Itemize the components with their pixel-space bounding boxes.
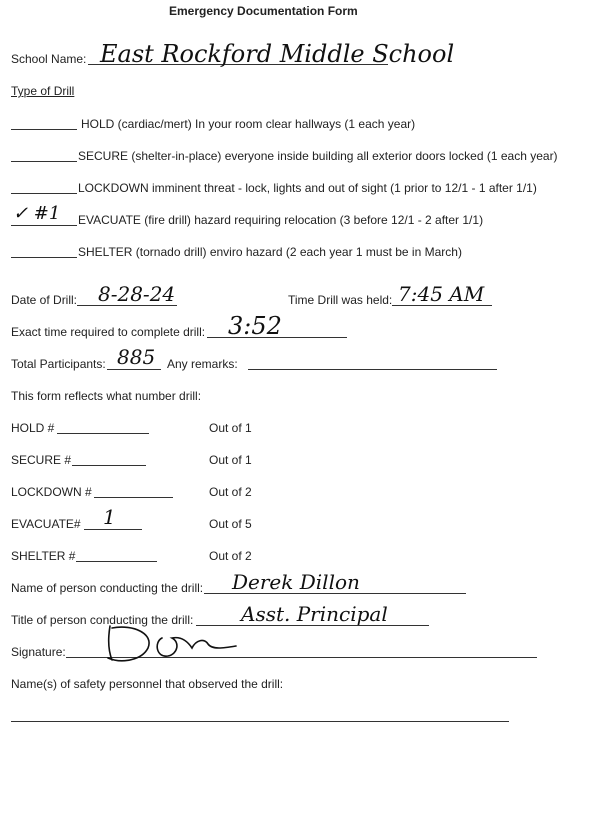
drill-hold-check-field[interactable]: [11, 117, 77, 130]
conductor-title-label: Title of person conducting the drill:: [11, 613, 194, 627]
shelter-out-of: Out of 2: [209, 549, 252, 563]
secure-count-label: SECURE #: [11, 453, 72, 467]
signature-value-text: [0, 0, 1, 1]
drill-hold-label: HOLD (cardiac/mert) In your room clear hallways (1 each year): [81, 117, 416, 131]
school-name-value: East Rockford Middle School: [100, 40, 455, 68]
date-of-drill-label: Date of Drill:: [11, 293, 78, 307]
shelter-count-label: SHELTER #: [11, 549, 76, 563]
remarks-field[interactable]: [248, 357, 497, 370]
shelter-count-field[interactable]: [76, 549, 157, 562]
participants-label: Total Participants:: [11, 357, 106, 371]
evacuate-count-value: 1: [103, 505, 116, 529]
drill-secure-check-field[interactable]: [11, 149, 77, 162]
participants-value: 885: [117, 345, 156, 369]
observers-label: Name(s) of safety personnel that observed the drill:: [11, 677, 284, 691]
drill-evacuate-check-mark: ✓ #1: [13, 203, 61, 224]
school-name-label: School Name:: [11, 52, 87, 66]
hold-out-of: Out of 1: [209, 421, 252, 435]
hold-count-field[interactable]: [57, 421, 149, 434]
date-of-drill-value: 8-28-24: [98, 282, 176, 306]
signature-label: Signature:: [11, 645, 66, 659]
type-of-drill-heading: Type of Drill: [11, 84, 75, 98]
lockdown-count-label: LOCKDOWN #: [11, 485, 92, 499]
exact-time-value: 3:52: [228, 312, 282, 340]
drill-evacuate-label: EVACUATE (fire drill) hazard requiring relocation (3 before 12/1 - 2 after 1/1): [78, 213, 484, 227]
lockdown-out-of: Out of 2: [209, 485, 252, 499]
secure-out-of: Out of 1: [209, 453, 252, 467]
time-held-label: Time Drill was held:: [288, 293, 393, 307]
drill-secure-label: SECURE (shelter-in-place) everyone inside building all exterior doors locked (1 each year): [78, 149, 558, 163]
remarks-label: Any remarks:: [167, 357, 238, 371]
drill-number-heading: This form reflects what number drill:: [11, 389, 202, 403]
signature-drawing: [96, 620, 256, 666]
conductor-title-value: Asst. Principal: [241, 602, 388, 626]
conductor-name-value: Derek Dillon: [232, 570, 360, 594]
drill-shelter-label: SHELTER (tornado drill) enviro hazard (2 each year 1 must be in March): [78, 245, 462, 259]
conductor-name-label: Name of person conducting the drill:: [11, 581, 204, 595]
lockdown-count-field[interactable]: [94, 485, 173, 498]
time-held-value: 7:45 AM: [398, 282, 485, 306]
hold-count-label: HOLD #: [11, 421, 55, 435]
exact-time-label: Exact time required to complete drill:: [11, 325, 206, 339]
observers-field[interactable]: [11, 709, 509, 722]
drill-lockdown-label: LOCKDOWN imminent threat - lock, lights and out of sight (1 prior to 12/1 - 1 after 1/1): [78, 181, 537, 195]
drill-lockdown-check-field[interactable]: [11, 181, 77, 194]
evacuate-count-label: EVACUATE#: [11, 517, 81, 531]
evacuate-out-of: Out of 5: [209, 517, 252, 531]
secure-count-field[interactable]: [72, 453, 146, 466]
form-title: Emergency Documentation Form: [169, 4, 358, 18]
drill-shelter-check-field[interactable]: [11, 245, 77, 258]
